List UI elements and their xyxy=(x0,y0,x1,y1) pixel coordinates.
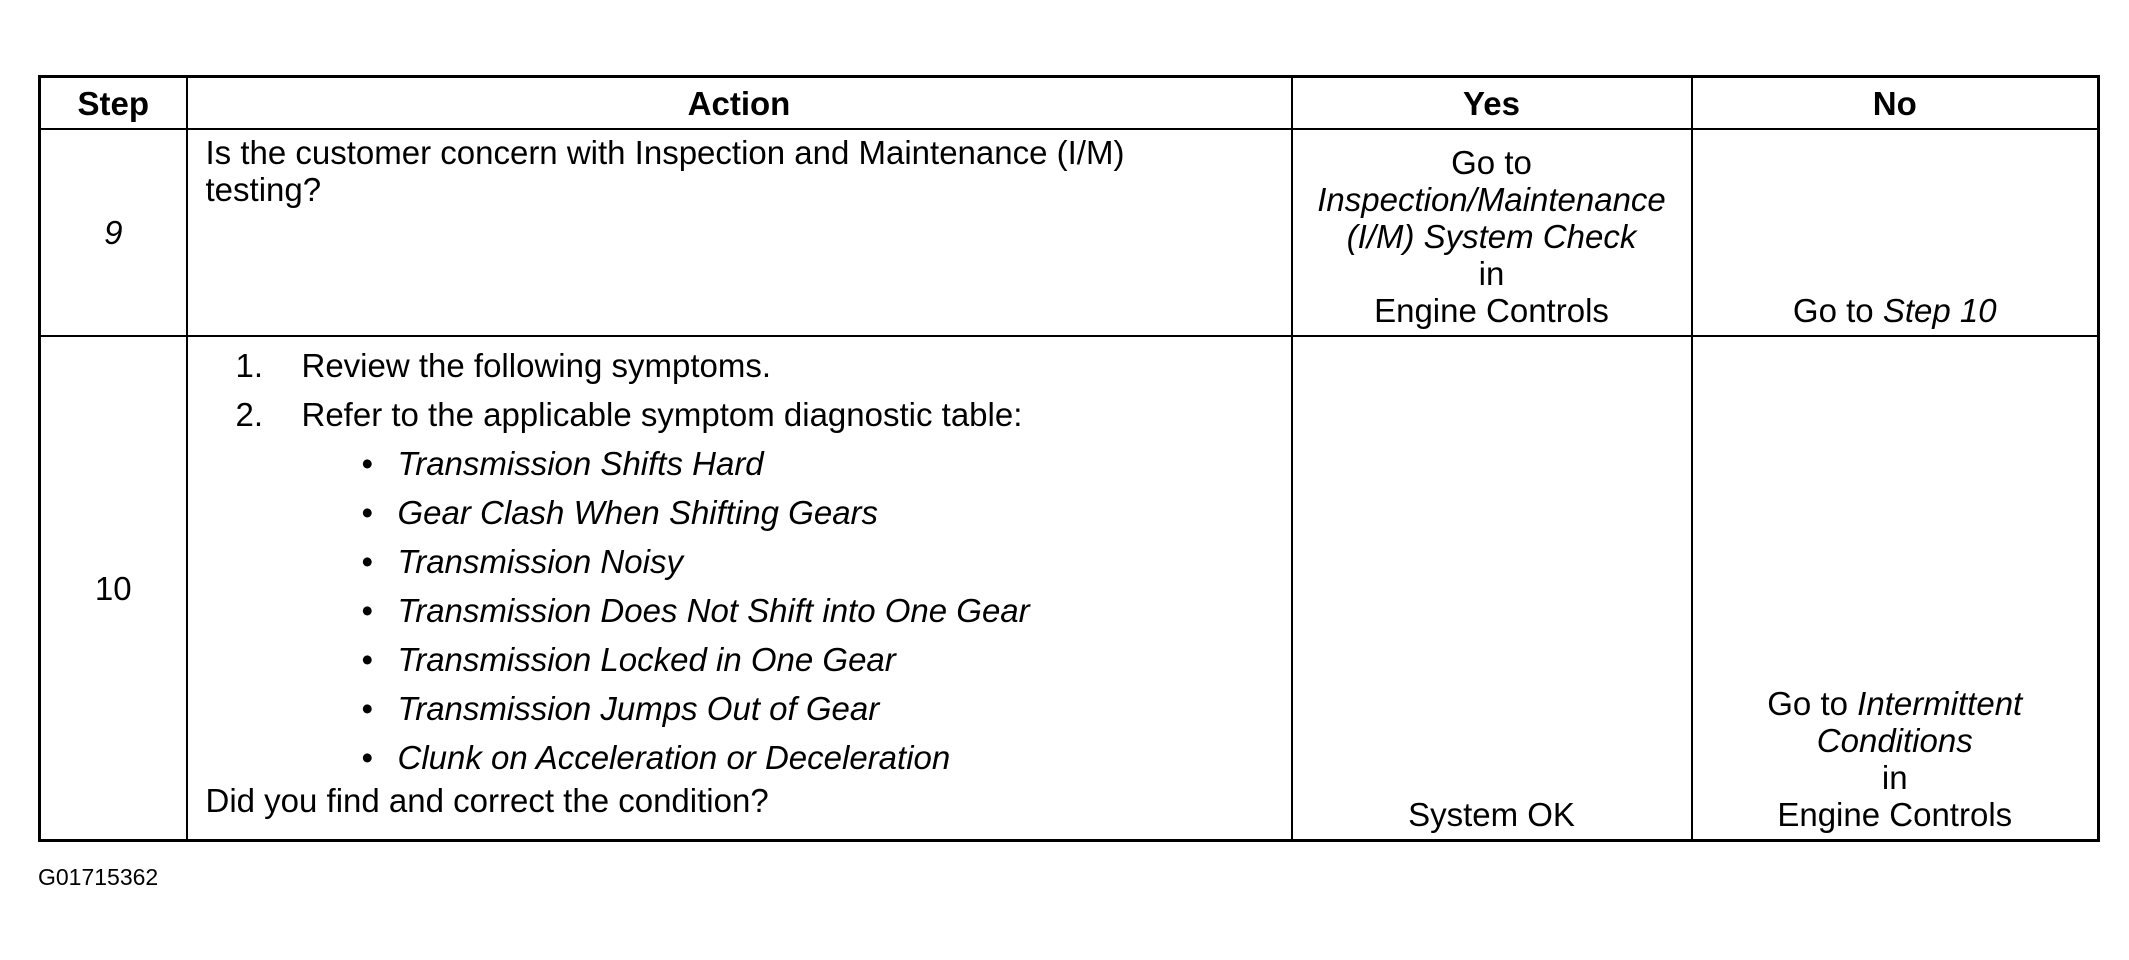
step-number: 10 xyxy=(40,336,187,841)
step-text: Review the following symptoms. xyxy=(301,347,772,384)
yes-cell xyxy=(1292,336,1692,841)
symptom-link[interactable]: Clunk on Acceleration or Deceleration xyxy=(397,739,951,776)
yes-goto-prefix: Go to xyxy=(1451,144,1532,181)
yes-in-label: in xyxy=(1478,255,1505,292)
step-number: 9 xyxy=(40,129,187,336)
no-goto-prefix: Go to xyxy=(1767,685,1858,722)
diagnostic-table xyxy=(38,75,2100,842)
symptom-item[interactable] xyxy=(302,592,1273,629)
no-goto-prefix: Go to xyxy=(1792,292,1883,329)
bullet-icon: • xyxy=(361,739,374,776)
header-yes: Yes xyxy=(1292,77,1692,130)
header-action: Action xyxy=(187,77,1292,130)
no-goto-link[interactable]: Step 10 xyxy=(1882,292,1997,329)
figure-code: G01715362 xyxy=(38,864,159,890)
action-steps-list xyxy=(206,347,1273,776)
no-in-label: in xyxy=(1881,759,1908,796)
action-cell xyxy=(187,336,1292,841)
list-item xyxy=(206,396,1273,776)
symptom-item[interactable] xyxy=(302,690,1273,727)
yes-goto-link[interactable]: Inspection/Maintenance xyxy=(1317,181,1666,218)
symptom-link[interactable]: Transmission Locked in One Gear xyxy=(397,641,896,678)
symptom-link[interactable]: Transmission Shifts Hard xyxy=(397,445,764,482)
symptom-item[interactable] xyxy=(302,445,1273,482)
symptom-item[interactable] xyxy=(302,641,1273,678)
bullet-icon: • xyxy=(361,445,374,482)
step-index: 2. xyxy=(235,396,264,433)
action-question: Is the customer concern with Inspection and Maintenance (I/M) xyxy=(205,134,1125,171)
symptom-item[interactable] xyxy=(302,543,1273,580)
no-section-label: Engine Controls xyxy=(1777,796,2013,833)
bullet-icon: • xyxy=(361,494,374,531)
step-text: Refer to the applicable symptom diagnostic table: xyxy=(301,396,1023,433)
header-no: No xyxy=(1692,77,2099,130)
step-index: 1. xyxy=(235,347,264,384)
symptom-list xyxy=(302,445,1273,776)
yes-section-label: Engine Controls xyxy=(1374,292,1609,329)
symptom-link[interactable]: Gear Clash When Shifting Gears xyxy=(397,494,879,531)
bullet-icon: • xyxy=(361,690,374,727)
symptom-item[interactable] xyxy=(302,739,1273,776)
header-step: Step xyxy=(40,77,187,130)
symptom-item[interactable] xyxy=(302,494,1273,531)
action-question: Did you find and correct the condition? xyxy=(205,782,769,819)
yes-result: System OK xyxy=(1408,796,1575,833)
action-cell xyxy=(187,129,1292,336)
table-header-row xyxy=(40,77,2099,130)
symptom-link[interactable]: Transmission Noisy xyxy=(397,543,683,580)
table-row-step-10 xyxy=(40,336,2099,841)
symptom-link[interactable]: Transmission Does Not Shift into One Gear xyxy=(397,592,1030,629)
action-question-cont: testing? xyxy=(205,171,322,208)
no-goto-link[interactable]: Intermittent xyxy=(1857,685,2023,722)
yes-cell xyxy=(1292,129,1692,336)
no-cell xyxy=(1692,336,2099,841)
bullet-icon: • xyxy=(361,543,374,580)
yes-goto-link-cont[interactable]: (I/M) System Check xyxy=(1346,218,1637,255)
no-goto-link-cont[interactable]: Conditions xyxy=(1816,722,1973,759)
bullet-icon: • xyxy=(361,592,374,629)
table-row-step-9 xyxy=(40,129,2099,336)
no-cell xyxy=(1692,129,2099,336)
list-item xyxy=(206,347,1273,384)
bullet-icon: • xyxy=(361,641,374,678)
symptom-link[interactable]: Transmission Jumps Out of Gear xyxy=(397,690,880,727)
